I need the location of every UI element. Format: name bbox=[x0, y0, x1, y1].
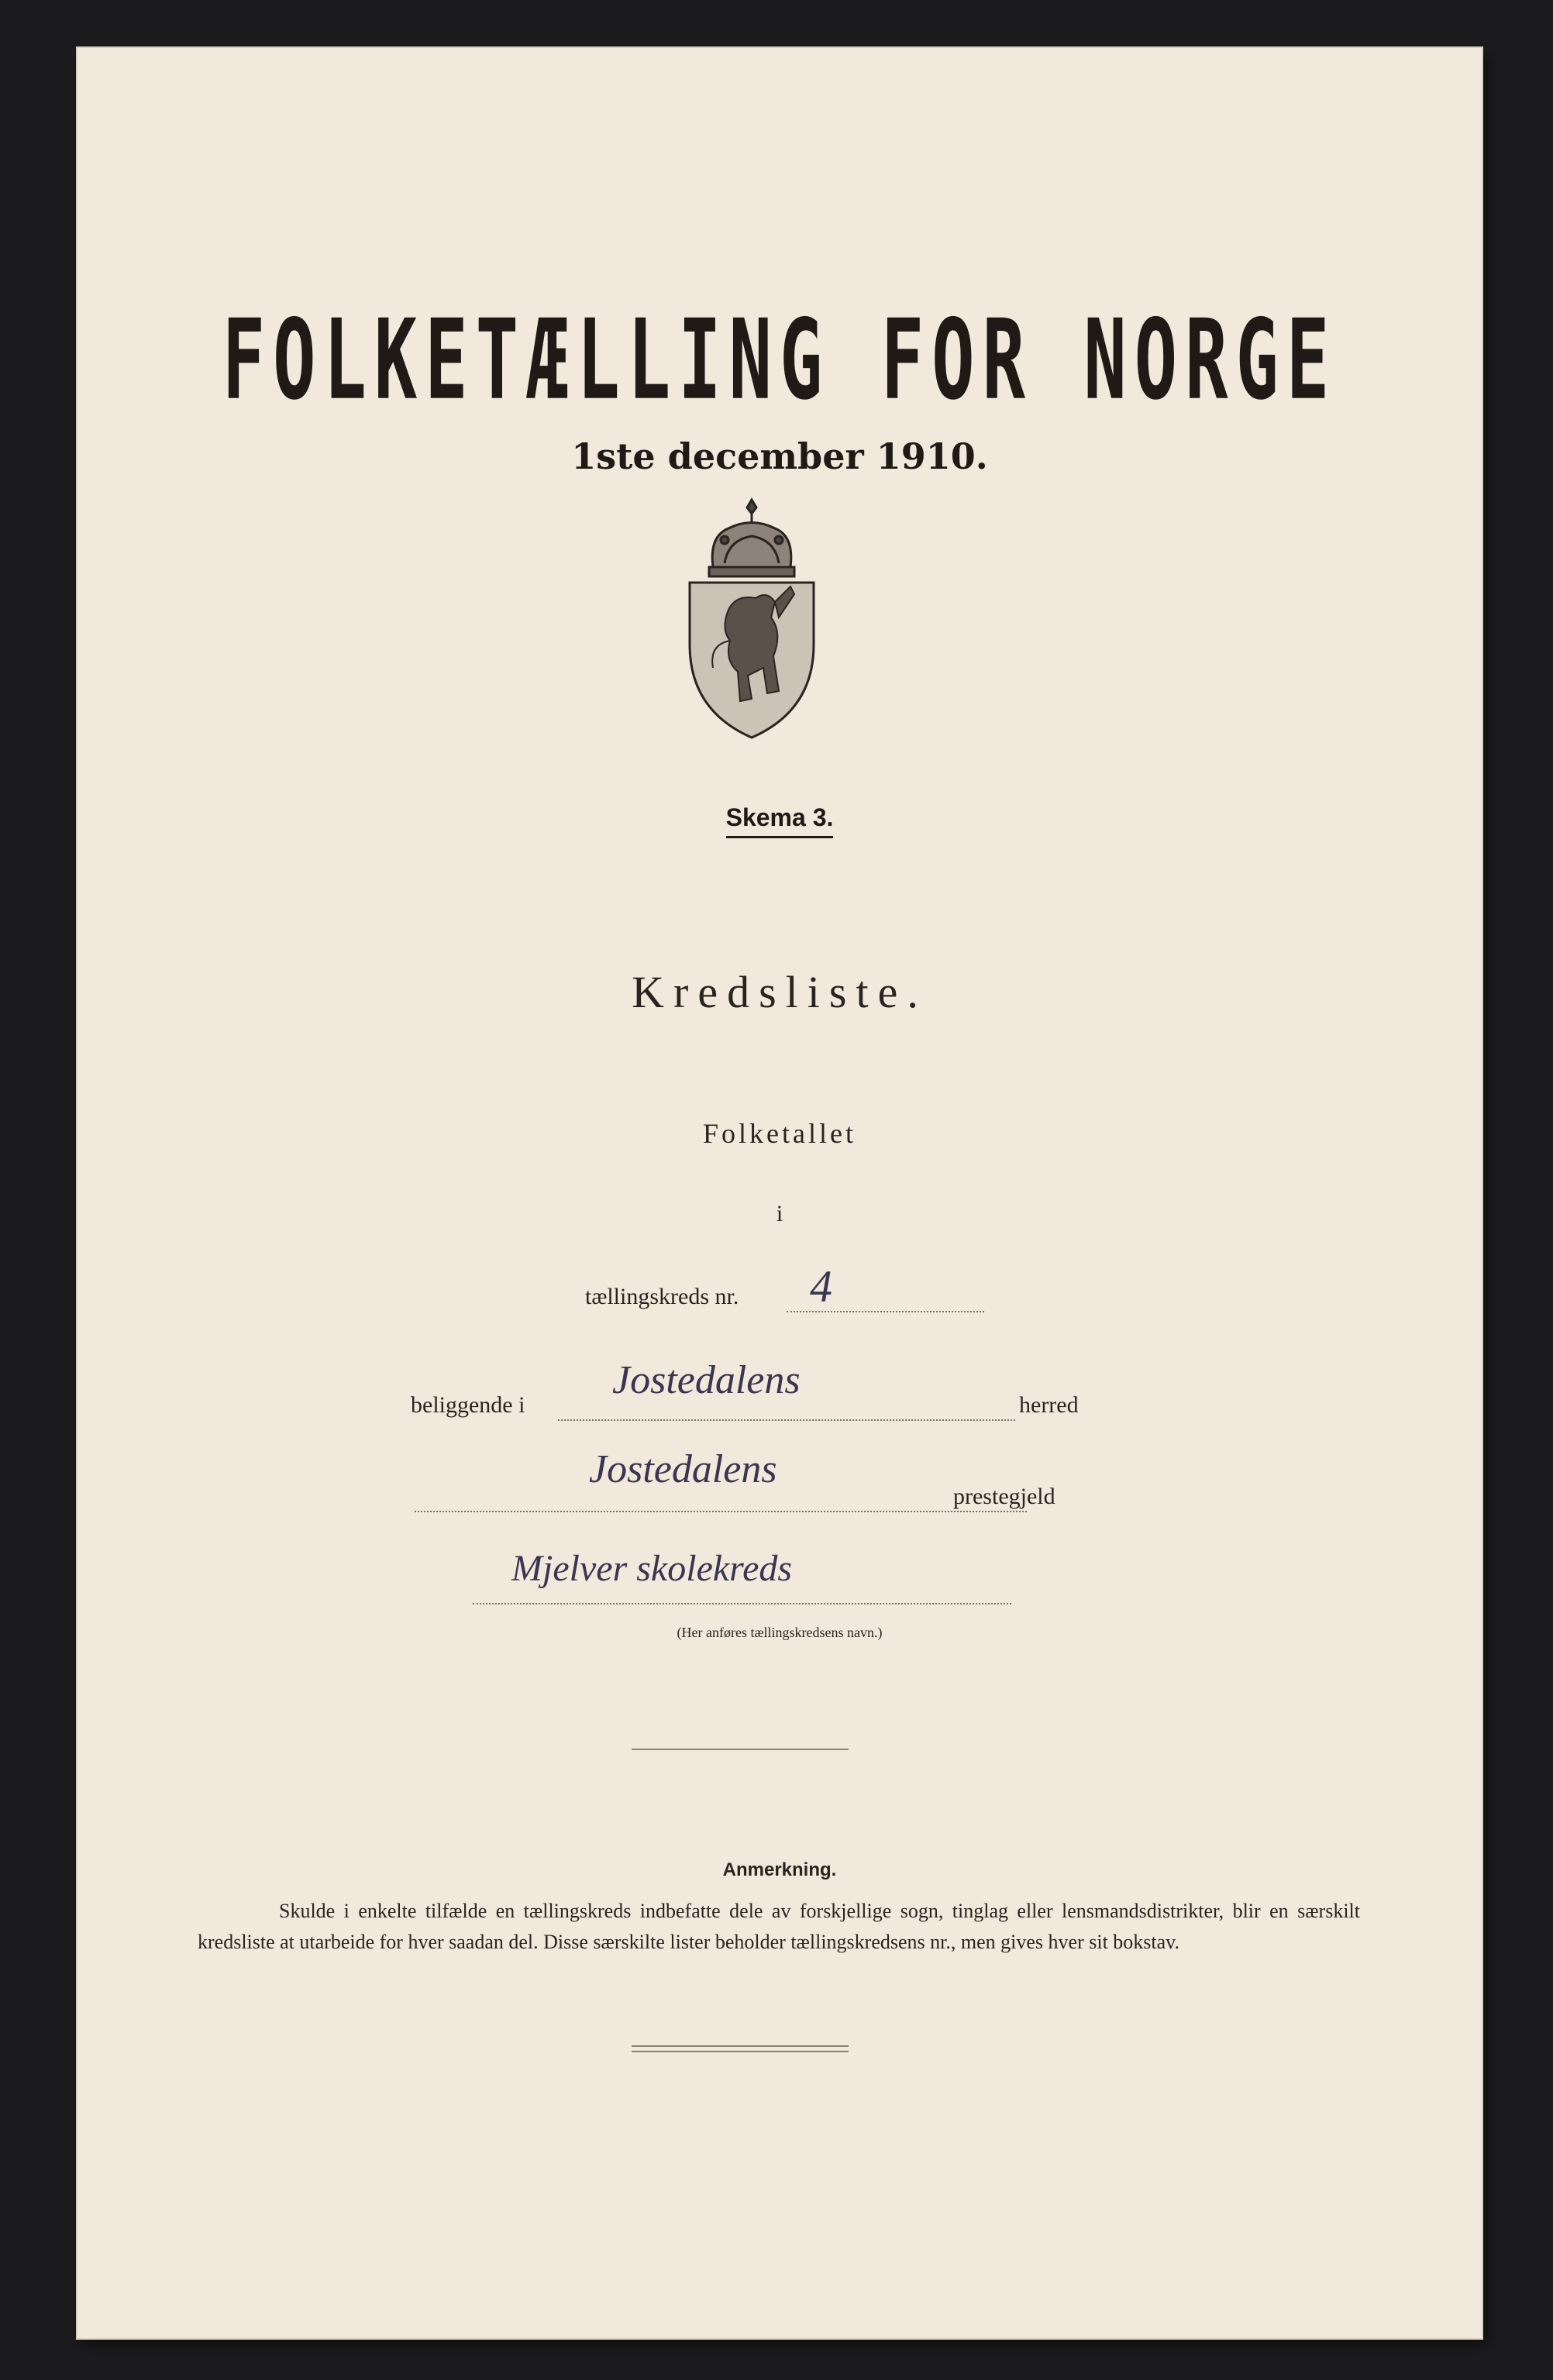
prestegjeld-name-handwritten: Jostedalens bbox=[589, 1447, 777, 1491]
taellingskreds-number-handwritten: 4 bbox=[810, 1261, 832, 1312]
kreds-name-field-line bbox=[473, 1603, 1011, 1604]
kreds-name-handwritten: Mjelver skolekreds bbox=[511, 1548, 793, 1589]
connector-word: i bbox=[776, 1201, 783, 1226]
prestegjeld-field-line bbox=[415, 1511, 1027, 1512]
bottom-divider-line bbox=[632, 2045, 849, 2047]
census-date: 1ste december 1910. bbox=[571, 435, 988, 477]
kreds-name-note: (Her anføres tællingskredsens navn.) bbox=[677, 1625, 883, 1640]
beliggende-label: beliggende i bbox=[411, 1392, 525, 1418]
skema-label bbox=[77, 803, 1482, 832]
norwegian-lion-coat-of-arms-icon bbox=[682, 494, 821, 741]
taellingskreds-label: tællingskreds nr. bbox=[585, 1284, 739, 1309]
form-heading: Kredsliste. bbox=[632, 967, 928, 1017]
census-form-page bbox=[77, 48, 1482, 2338]
prestegjeld-label: prestegjeld bbox=[953, 1484, 1055, 1509]
page-title: FOLKETÆLLING FOR NORGE bbox=[222, 296, 1338, 425]
herred-label: herred bbox=[1019, 1392, 1079, 1418]
divider-line bbox=[632, 1749, 849, 1750]
herred-field-line bbox=[558, 1419, 1015, 1421]
remark-paragraph: Skulde i enkelte tilfælde en tællingskreds indbefatte dele av forskjellige sogn, tinglag eller lensmandsdistrikter, blir en særskilt kredsliste at utarbeide for hver saadan del. Disse særskilte lister beholder tællingskredsens nr., men gives hver sit bokstav. bbox=[198, 1900, 1360, 1953]
remark-text bbox=[198, 1896, 1360, 1958]
remark-title: Anmerkning. bbox=[722, 1859, 837, 1880]
form-subheading: Folketallet bbox=[703, 1118, 856, 1149]
skema-number: Skema 3. bbox=[726, 803, 834, 838]
bottom-divider-line-2 bbox=[632, 2051, 849, 2052]
herred-name-handwritten: Jostedalens bbox=[612, 1358, 801, 1402]
